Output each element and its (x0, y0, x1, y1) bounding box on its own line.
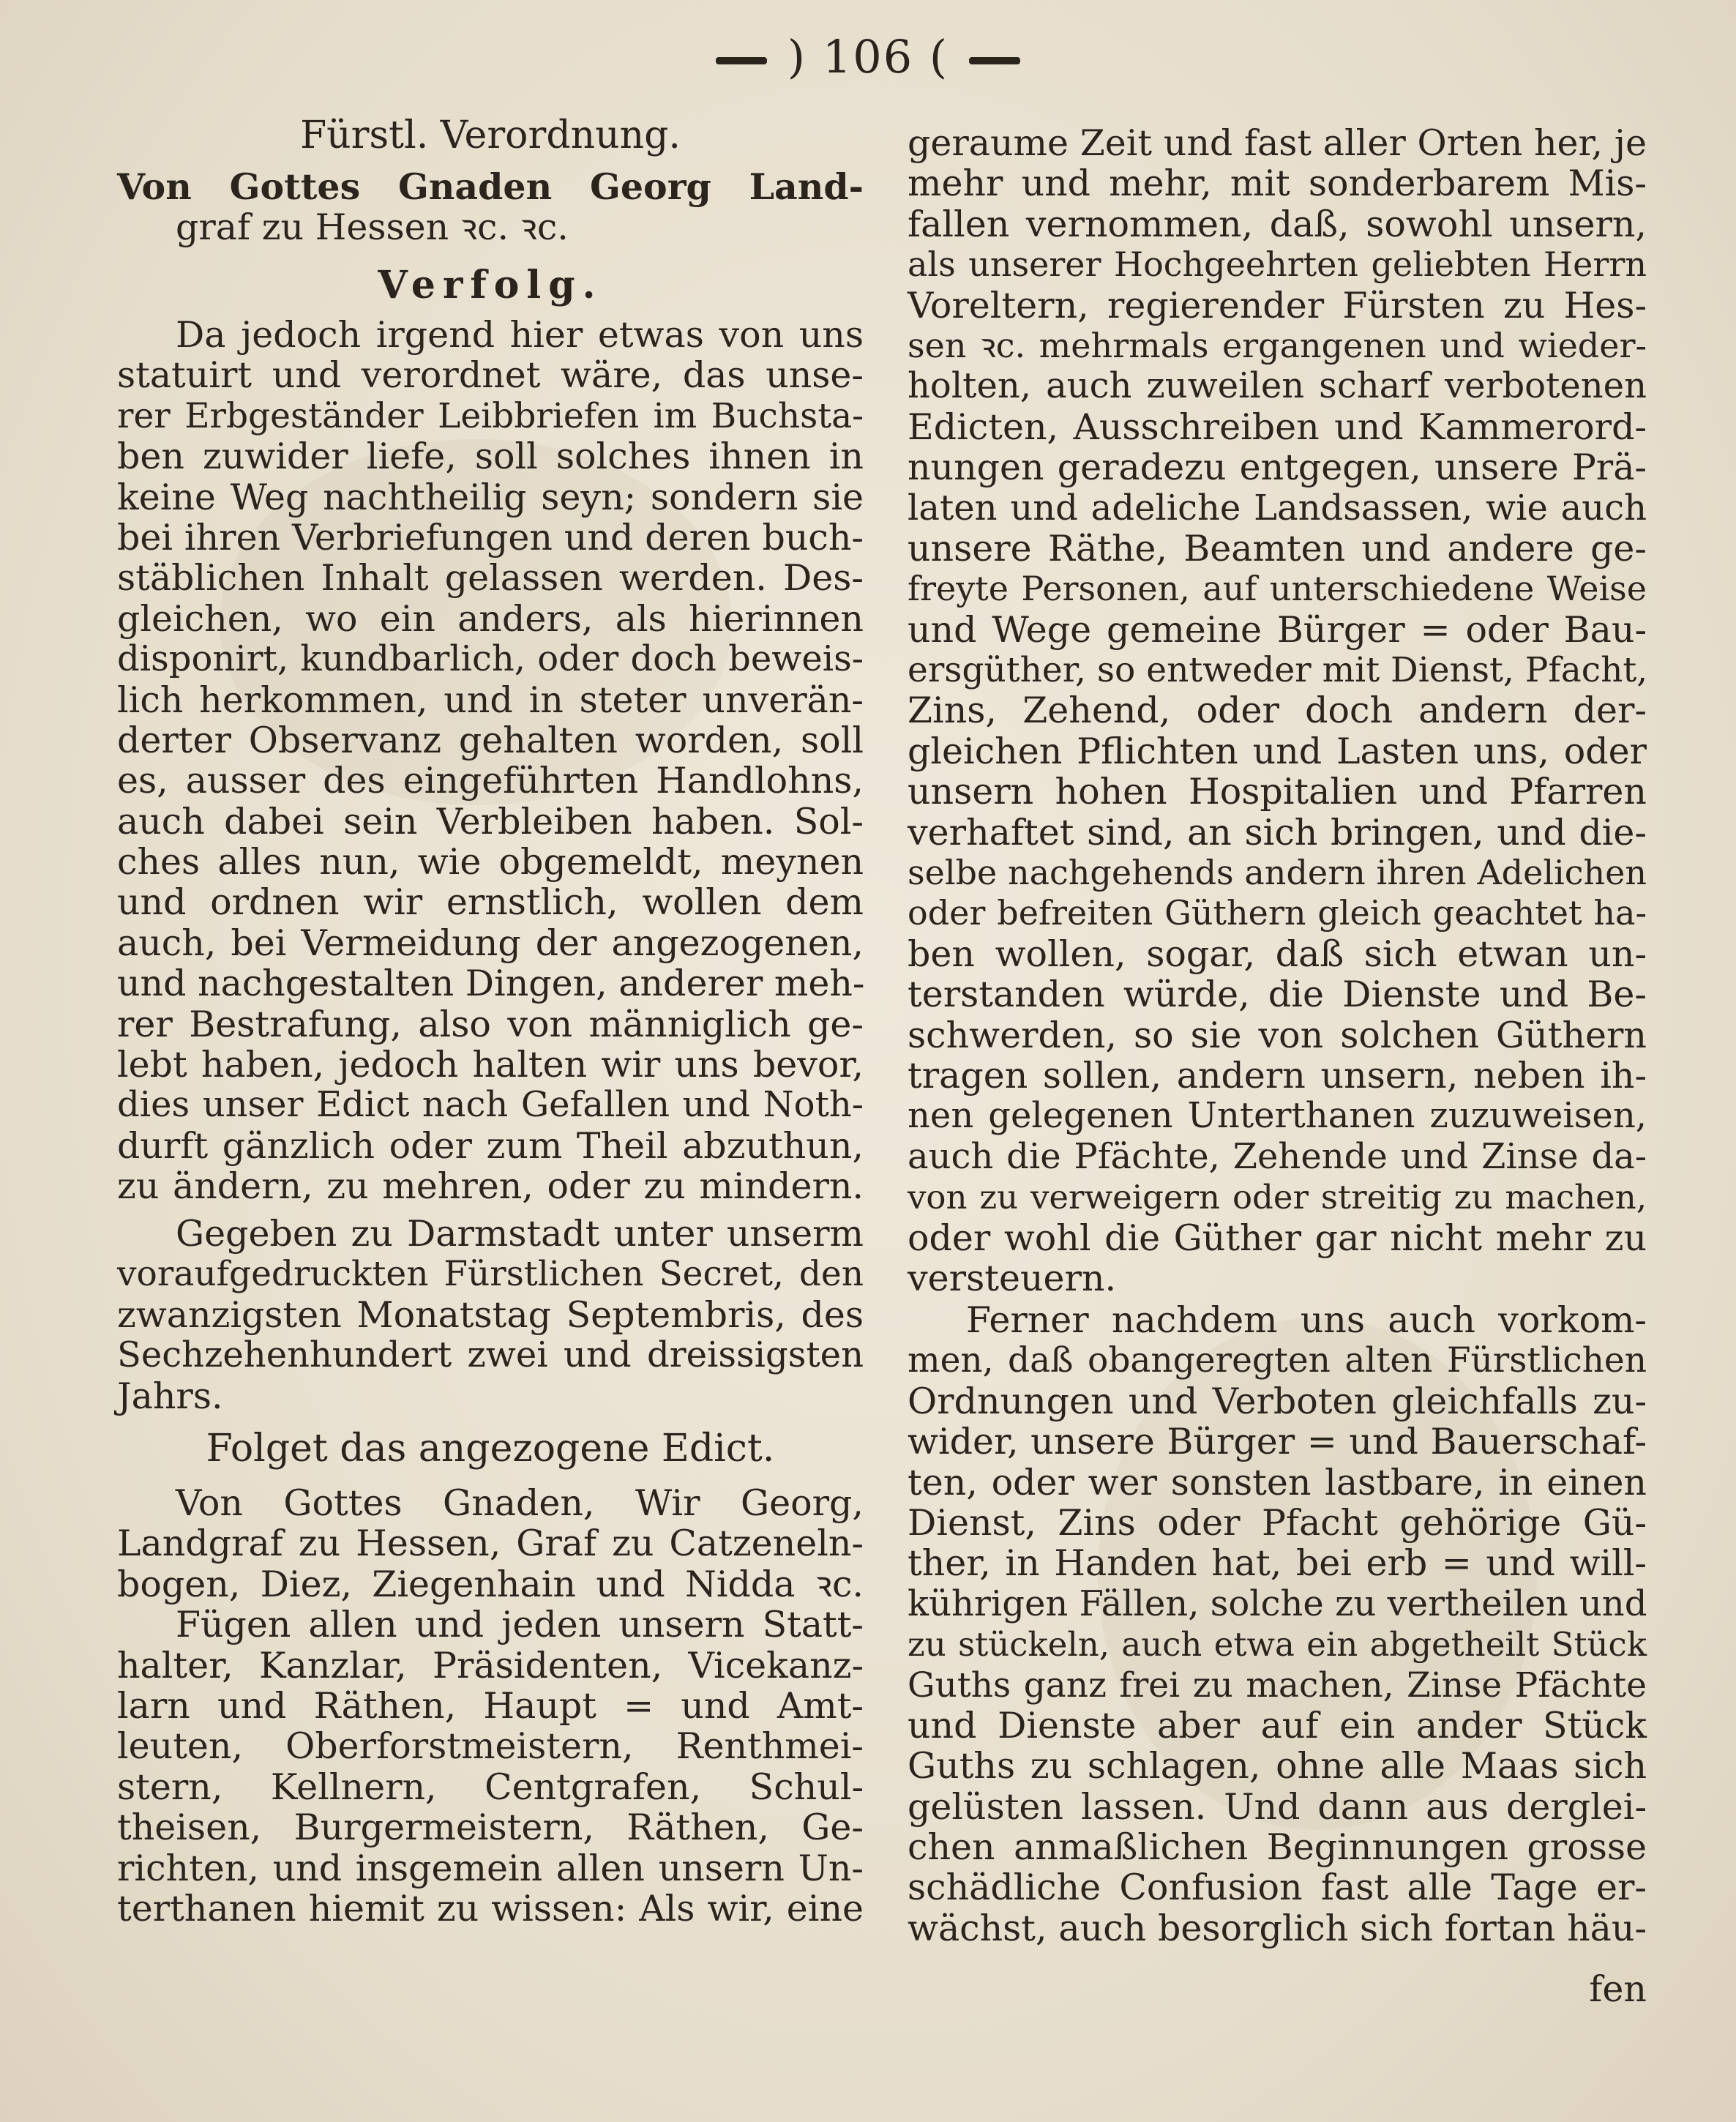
text-line: durft gänzlich oder zum Theil abzuthun, (117, 1124, 864, 1167)
text-line: nen gelegenen Unterthanen zuzuweisen, (908, 1095, 1647, 1137)
text-line: ben wollen, sogar, daß sich etwan un- (908, 933, 1647, 975)
paragraph-1 (117, 315, 864, 1207)
text-line: holten, auch zuweilen scharf verbotenen (908, 365, 1647, 407)
text-line: laten und adeliche Landsassen, wie auch (908, 487, 1647, 528)
text-line: unsern hohen Hospitalien und Pfarren (908, 771, 1647, 813)
intro-line: Von Gottes Gnaden Georg Land- (117, 165, 864, 208)
text-line: Zins, Zehend, oder doch andern der- (908, 690, 1647, 732)
text-line: als unserer Hochgeehrten geliebten Herrn (908, 244, 1647, 285)
text-line: larn und Räthen, Haupt = und Amt- (117, 1684, 864, 1727)
text-line: ben zuwider liefe, soll solches ihnen in (117, 436, 864, 478)
intro-line: graf zu Hessen ꝛc. ꝛc. (176, 206, 569, 249)
page-header (0, 28, 1736, 86)
text-line: sen ꝛc. mehrmals ergangenen und wieder- (908, 325, 1647, 365)
text-line: kührigen Fällen, solche zu vertheilen und (908, 1583, 1647, 1624)
text-line: Edicten, Ausschreiben und Kammerord- (908, 406, 1647, 448)
text-line: zu stückeln, auch etwa ein abgetheilt Stück (908, 1625, 1647, 1665)
text-line: terthanen hiemit zu wissen: Als wir, eine (117, 1887, 864, 1929)
text-line: und Dienste aber auf ein ander Stück (908, 1704, 1647, 1746)
text-line: und ordnen wir ernstlich, wollen dem (117, 881, 864, 924)
text-line: selbe nachgehends andern ihren Adelichen (908, 853, 1647, 893)
text-line: freyte Personen, auf unterschiedene Weise (908, 569, 1647, 609)
text-line: tragen sollen, andern unsern, neben ih- (908, 1054, 1647, 1097)
text-line: zu ändern, zu mehren, oder zu mindern. (117, 1165, 864, 1208)
text-line: statuirt und verordnet wäre, das unse- (117, 354, 864, 397)
text-line: lebt haben, jedoch halten wir uns bevor, (117, 1044, 864, 1086)
text-line: bei ihren Verbriefungen und deren buch- (117, 516, 864, 558)
text-line: voraufgedruckten Fürstlichen Secret, den (117, 1254, 864, 1295)
text-line: es, ausser des eingeführten Handlohns, (117, 760, 864, 802)
text-line: versteuern. (908, 1257, 1117, 1299)
text-line: ten, oder wer sonsten lastbare, in einen (908, 1461, 1647, 1503)
text-line: Gegeben zu Darmstadt unter unserm (176, 1213, 864, 1255)
paragraph-2 (117, 1214, 864, 1416)
text-line: stern, Kellnern, Centgrafen, Schul- (117, 1766, 864, 1808)
edict-heading: Folget das angezogene Edict. (206, 1427, 775, 1471)
text-line: ches alles nun, wie obgemeldt, meynen (117, 841, 864, 883)
text-line: keine Weg nachtheilig seyn; sondern sie (117, 476, 864, 518)
text-line: auch dabei sein Verbleiben haben. Sol- (117, 800, 864, 843)
text-line: nungen geradezu entgegen, unsere Prä- (908, 447, 1647, 489)
text-line: und Wege gemeine Bürger = oder Bau- (908, 608, 1647, 651)
text-line: gleichen Pflichten und Lasten uns, oder (908, 730, 1647, 772)
text-line: Ordnungen und Verboten gleichfalls zu- (908, 1380, 1647, 1422)
text-line: Sechzehenhundert zwei und dreissigsten (117, 1334, 864, 1376)
page-number: ) 106 ( (787, 30, 949, 83)
paragraph-5 (908, 1300, 1647, 1949)
text-line: schädliche Confusion fast alle Tage er- (908, 1867, 1647, 1909)
text-line: terstanden würde, die Dienste und Be- (908, 974, 1647, 1016)
text-line: unsere Räthe, Beamten und andere ge- (908, 527, 1647, 569)
intro-block (117, 167, 864, 248)
text-line: und nachgestalten Dingen, anderer meh- (117, 963, 865, 1005)
text-line: ther, in Handen hat, bei erb = und will- (908, 1542, 1647, 1585)
text-line: gelüsten lassen. Und dann aus derglei- (908, 1785, 1647, 1828)
header-dash-right (969, 57, 1020, 64)
text-line: oder wohl die Güther gar nicht mehr zu (908, 1217, 1647, 1259)
text-line: Dienst, Zins oder Pfacht gehörige Gü- (908, 1501, 1647, 1544)
text-line: verhaftet sind, an sich bringen, und die- (908, 811, 1647, 853)
continuation-heading: Verfolg. (378, 263, 603, 307)
text-line: von zu verweigern oder streitig zu machen, (908, 1178, 1647, 1217)
text-line: stäblichen Inhalt gelassen werden. Des- (117, 557, 864, 599)
text-line: zwanzigsten Monatstag Septembris, des (117, 1293, 864, 1336)
text-line: wider, unsere Bürger = und Bauerschaf- (908, 1421, 1647, 1463)
text-line: Guths zu schlagen, ohne alle Maas sich (908, 1745, 1647, 1787)
text-line: Fügen allen und jeden unsern Statt- (176, 1604, 864, 1646)
text-line: halter, Kanzlar, Präsidenten, Vicekanz- (117, 1644, 864, 1686)
text-line: ersgüther, so entweder mit Dienst, Pfacht, (908, 650, 1648, 691)
text-line: Landgraf zu Hessen, Graf zu Catzeneln- (117, 1523, 864, 1565)
paragraph-3 (117, 1483, 864, 1929)
text-line: Da jedoch irgend hier etwas von uns (176, 314, 864, 356)
text-line: bogen, Diez, Ziegenhain und Nidda ꝛc. (117, 1563, 864, 1605)
text-line: Jahrs. (117, 1375, 223, 1417)
text-line: rer Erbgeständer Leibbriefen im Buchsta- (117, 395, 864, 436)
text-line: geraume Zeit und fast aller Orten her, je (908, 122, 1647, 164)
text-line: disponirt, kundbarlich, oder doch beweis- (117, 638, 864, 680)
text-line: auch die Pfächte, Zehende und Zinse da- (908, 1135, 1647, 1177)
text-line: Voreltern, regierender Fürsten zu Hes- (908, 284, 1647, 326)
text-line: auch, bei Vermeidung der angezogenen, (117, 922, 864, 964)
text-line: schwerden, so sie von solchen Güthern (908, 1014, 1647, 1056)
text-line: oder befreiten Güthern gleich geachtet ha- (908, 893, 1647, 933)
text-line: leuten, Oberforstmeistern, Renthmei- (117, 1725, 864, 1768)
text-line: dies unser Edict nach Gefallen und Noth- (117, 1084, 864, 1126)
paragraph-4 (908, 123, 1647, 1299)
text-line: richten, und insgemein allen unsern Un- (117, 1847, 864, 1889)
text-line: derter Observanz gehalten worden, soll (117, 719, 864, 761)
catchword: fen (1589, 1968, 1647, 2010)
text-line: theisen, Burgermeistern, Räthen, Ge- (117, 1807, 864, 1849)
text-line: gleichen, wo ein anders, als hierinnen (117, 597, 864, 640)
ordinance-title: Fürstl. Verordnung. (300, 113, 681, 157)
text-line: wächst, auch besorglich sich fortan häu- (908, 1907, 1647, 1949)
text-line: Guths ganz frei zu machen, Zinse Pfächte (908, 1665, 1647, 1706)
text-line: rer Bestrafung, also von männiglich ge- (117, 1003, 864, 1045)
text-line: Von Gottes Gnaden, Wir Georg, (176, 1482, 864, 1524)
text-line: fallen vernommen, daß, sowohl unsern, (908, 203, 1647, 245)
text-line: lich herkommen, und in steter unverän- (117, 679, 864, 721)
text-line: mehr und mehr, mit sonderbarem Mis- (908, 162, 1647, 205)
text-line: men, daß obangeregten alten Fürstlichen (908, 1340, 1647, 1381)
text-line: chen anmaßlichen Beginnungen grosse (908, 1826, 1647, 1869)
header-dash-left (716, 57, 767, 64)
text-line: Ferner nachdem uns auch vorkom- (966, 1299, 1647, 1341)
